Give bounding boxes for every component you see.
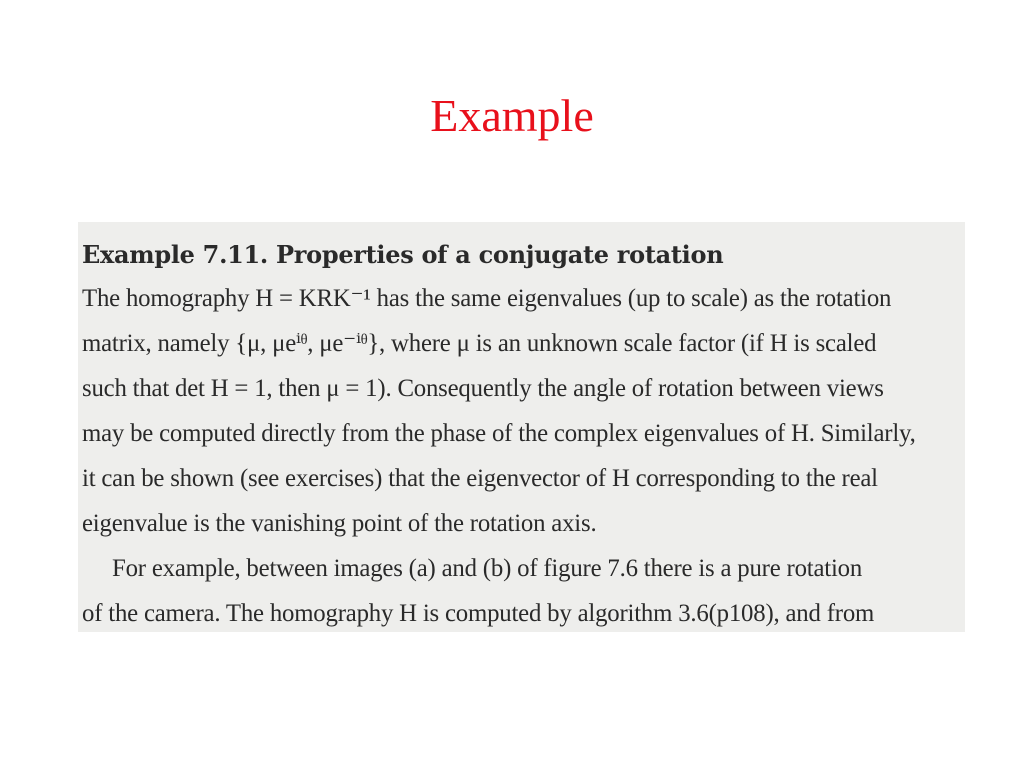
scanned-textbook-excerpt (78, 222, 965, 632)
text-line: eigenvalue is the vanishing point of the rotation axis. (82, 510, 597, 537)
text-line: For example, between images (a) and (b) of figure 7.6 there is a pure rotation (112, 555, 863, 582)
slide-title: Example (430, 90, 594, 141)
text-line: such that det H = 1, then μ = 1). Consequently the angle of rotation between views (82, 375, 884, 402)
text-line: matrix, namely {μ, μeⁱᶿ, μe⁻ⁱᶿ}, where μ is an unknown scale factor (if H is scaled (82, 330, 877, 357)
example-heading: Example 7.11. Properties of a conjugate rotation (82, 240, 724, 269)
text-line: it can be shown (see exercises) that the eigenvector of H corresponding to the real (82, 465, 878, 492)
text-line: may be computed directly from the phase of the complex eigenvalues of H. Similarly, (82, 420, 916, 447)
text-line: of the camera. The homography H is computed by algorithm 3.6(p108), and from (82, 600, 875, 627)
text-line: The homography H = KRK⁻¹ has the same eigenvalues (up to scale) as the rotation (82, 285, 892, 312)
